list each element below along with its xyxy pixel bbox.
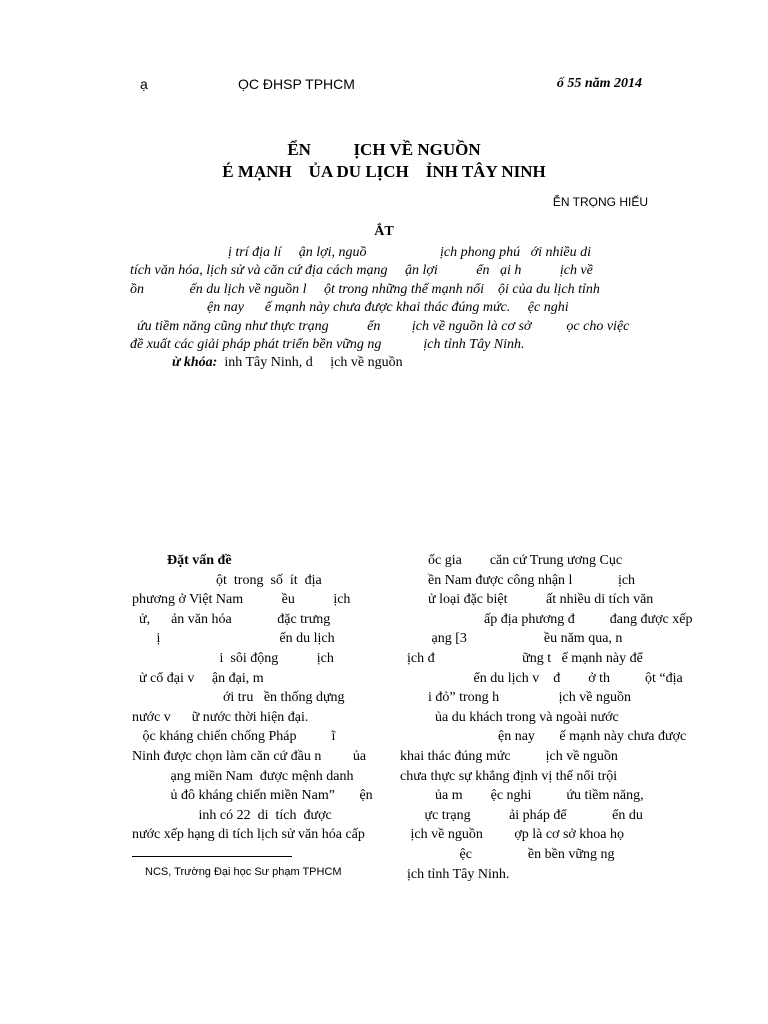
body-line: ạng miền Nam được mệnh danh (132, 768, 354, 784)
body-line: ủa du khách trong và ngoài nước (400, 709, 619, 725)
paper-title-line-1: ỂN ỊCH VỀ NGUỒN (287, 140, 481, 159)
author-name: ỄN TRỌNG HIẾU (552, 195, 648, 209)
body-line: ử, ản văn hóa đặc trưng (132, 611, 331, 627)
paper-title-line-2: É MẠNH ỦA DU LỊCH ỈNH TÂY NINH (222, 162, 546, 181)
footnote: NCS, Trường Đại học Sư phạm TPHCM (145, 866, 342, 878)
body-line: nước xếp hạng di tích lịch sử văn hóa cấp (132, 827, 365, 843)
body-line: ủ đô kháng chiến miền Nam” ện (132, 788, 373, 804)
keywords-label: ừ khóa: (172, 355, 218, 370)
body-line: nước v ữ nước thời hiện đại. (132, 709, 309, 725)
abstract-line: ứu tiềm năng cũng như thực trạng ển ịch về nguồn là cơ sở ọc cho việc (130, 319, 630, 334)
issue-number: ố 55 năm 2014 (556, 76, 642, 91)
body-line: ị ến du lịch (132, 631, 335, 647)
body-line: Ninh được chọn làm căn cứ đầu n ủa (132, 748, 367, 764)
body-line: ột trong số ít địa (132, 572, 322, 588)
body-column-right (400, 551, 693, 884)
body-line: ấp địa phương đ đang được xếp (400, 611, 693, 627)
body-column-left (132, 551, 378, 845)
body-line: ển du lịch v đ ở th ột “địa (400, 670, 683, 686)
footnote-rule (132, 856, 292, 857)
body-line: ệc ền bền vững ng (400, 846, 615, 862)
abstract-heading: ẮT (374, 224, 394, 239)
keywords (172, 355, 403, 371)
body-line: ốc gia căn cứ Trung ương Cục (400, 553, 623, 568)
abstract-line: đề xuất các giải pháp phát triển bền vững ng ịch tỉnh Tây Ninh. (130, 337, 525, 352)
body-line: i đỏ” trong h ịch về nguồn (400, 690, 631, 706)
body-line: ủa m ệc nghi ứu tiềm năng, (400, 788, 644, 804)
body-line: phương ở Việt Nam ều ịch (132, 592, 351, 608)
body-line: i sôi động ịch (132, 650, 334, 666)
body-line: ạng [3 ều năm qua, n (400, 631, 623, 647)
body-line: ịch về nguồn ợp là cơ sở khoa họ (400, 827, 625, 843)
body-line: chưa thực sự khẳng định vị thế nổi trội (400, 768, 618, 784)
body-line: ịch đ ững t ế mạnh này để (400, 650, 643, 666)
abstract-line: tích văn hóa, lịch sử và căn cứ địa cách mạng ận lợi ển ại h ịch về (130, 263, 593, 278)
body-line: ử cổ đại v ận đại, m (132, 670, 264, 686)
keywords-text: inh Tây Ninh, d ịch về nguồn (217, 355, 403, 370)
section-heading: Đặt vấn đề (132, 553, 232, 568)
body-line: ền Nam được công nhận l ịch (400, 572, 636, 588)
body-line: ực trạng ải pháp để ển du (400, 807, 643, 823)
body-line: khai thác đúng mức ịch về nguồn (400, 748, 618, 764)
body-line: ử loại đặc biệt ất nhiều di tích văn (400, 592, 654, 608)
abstract-line: ị trí địa lí ận lợi, nguồ ịch phong phú ới nhiều di (130, 245, 591, 260)
body-line: inh có 22 di tích được (132, 807, 332, 823)
header-left: ạ (140, 76, 148, 92)
body-line: ịch tỉnh Tây Ninh. (400, 866, 510, 882)
body-line: ộc kháng chiến chống Pháp ĩ (132, 729, 336, 745)
journal-name: ỌC ĐHSP TPHCM (238, 76, 355, 92)
abstract-line: ện nay ế mạnh này chưa được khai thác đúng mức. ệc nghi (130, 300, 569, 315)
abstract-line: ồn ến du lịch về nguồn l ột trong những thế mạnh nổi ội của du lịch tỉnh (130, 282, 600, 297)
body-line: ện nay ế mạnh này chưa được (400, 729, 687, 745)
body-line: ới tru ền thống dựng (132, 690, 345, 706)
